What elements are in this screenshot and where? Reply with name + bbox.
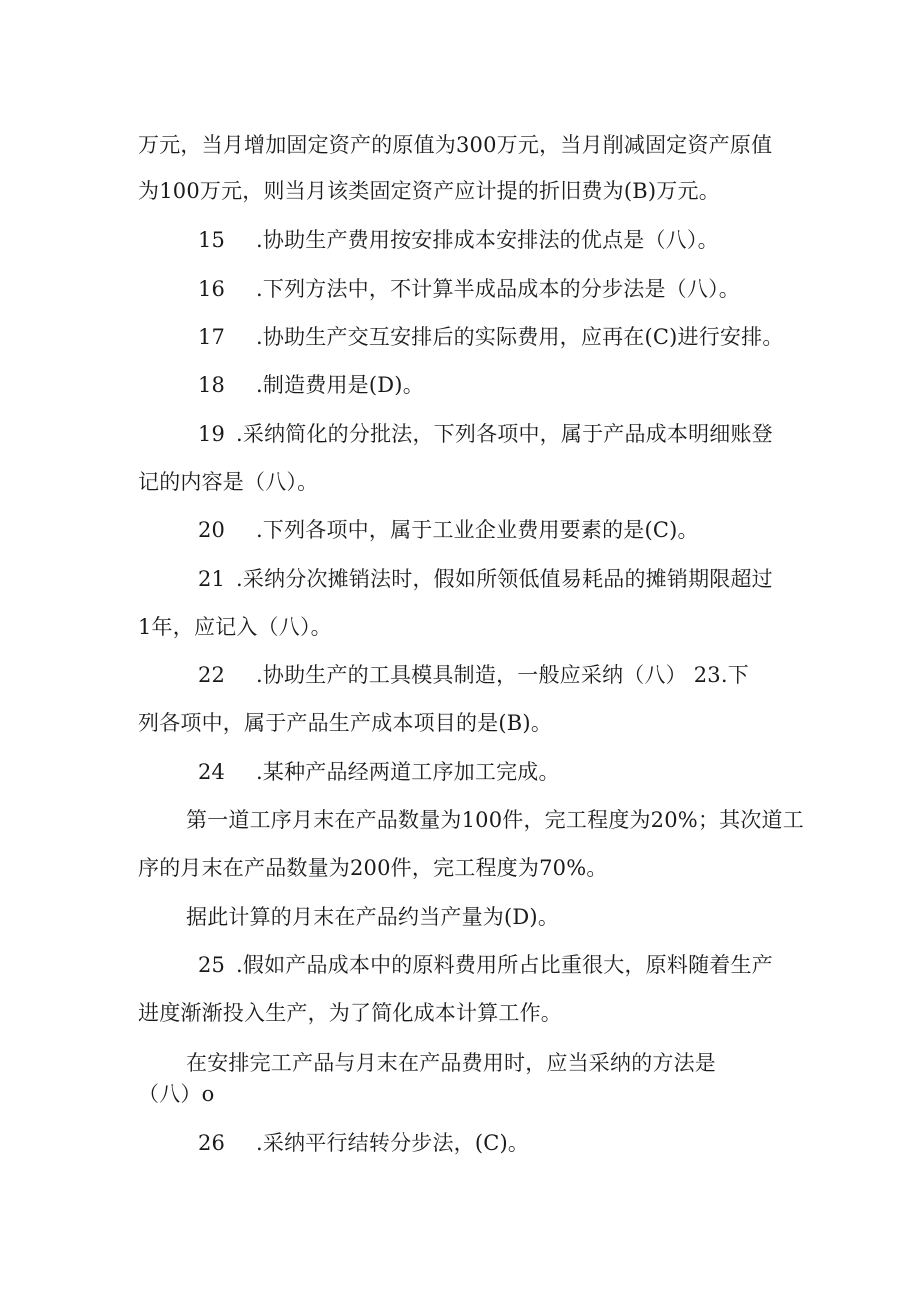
text-line <box>138 999 562 1027</box>
line-text: 为100万元，则当月该类固定资产应计提的折旧费为(B)万元。 <box>138 179 720 203</box>
question-text: .假如产品成本中的原料费用所占比重很大，原料随着生产 <box>236 953 773 977</box>
text-line <box>138 131 772 159</box>
question-number: 18 <box>198 373 226 397</box>
question-17 <box>198 323 784 351</box>
text-line <box>138 177 720 205</box>
line-text: 第一道工序月末在产品数量为100件，完工程度为20%；其次道工 <box>186 808 804 832</box>
text-line <box>186 903 559 931</box>
question-text: .某种产品经两道工序加工完成。 <box>256 760 560 784</box>
line-text: 在安排完工产品与月末在产品费用时，应当采纳的方法是 <box>186 1051 716 1075</box>
line-text: 列各项中，属于产品生产成本项目的是(B)。 <box>138 711 553 735</box>
text-line <box>138 709 552 737</box>
line-text: 万元，当月增加固定资产的原值为300万元，当月削减固定资产原值 <box>138 133 773 157</box>
question-number: 16 <box>198 277 226 301</box>
question-number: 15 <box>198 228 226 252</box>
question-text: .采纳简化的分批法，下列各项中，属于产品成本明细账登 <box>236 422 773 446</box>
line-text: （八）o <box>138 1082 215 1106</box>
question-number: 24 <box>198 760 226 784</box>
question-15 <box>198 226 719 254</box>
question-number: 17 <box>198 325 226 349</box>
line-text: 据此计算的月末在产品约当产量为(D)。 <box>186 905 560 929</box>
text-line <box>138 1080 214 1108</box>
text-line <box>186 806 804 834</box>
question-number: 25 <box>198 953 226 977</box>
question-text: .制造费用是(D)。 <box>256 373 424 397</box>
line-text: 记的内容是（八）。 <box>138 470 319 494</box>
question-number: 19 <box>198 422 226 446</box>
question-18 <box>198 371 424 399</box>
question-text: .采纳平行结转分步法，(C)。 <box>256 1131 530 1155</box>
question-number: 26 <box>198 1131 226 1155</box>
question-number: 21 <box>198 567 226 591</box>
question-text: .下列方法中，不计算半成品成本的分步法是（八）。 <box>256 277 740 301</box>
question-20 <box>198 516 699 544</box>
question-16 <box>198 275 740 303</box>
question-26 <box>198 1129 529 1157</box>
question-text: .协助生产交互安排后的实际费用，应再在(C)进行安排。 <box>256 325 784 349</box>
line-text: 1年，应记入（八）。 <box>138 615 332 639</box>
question-21 <box>198 565 773 593</box>
question-19 <box>198 420 773 448</box>
question-number: 20 <box>198 518 226 542</box>
text-line <box>138 613 332 641</box>
line-text: 序的月末在产品数量为200件，完工程度为70%。 <box>138 856 608 880</box>
text-line <box>138 468 318 496</box>
question-text: .协助生产费用按安排成本安排法的优点是（八）。 <box>256 228 719 252</box>
question-24 <box>198 758 560 786</box>
text-line <box>186 1049 716 1077</box>
question-text: .协助生产的工具模具制造，一般应采纳（八） 23.下 <box>256 663 749 687</box>
text-line <box>138 854 608 882</box>
question-text: .采纳分次摊销法时，假如所领低值易耗品的摊销期限超过 <box>236 567 773 591</box>
line-text: 进度渐渐投入生产，为了简化成本计算工作。 <box>138 1001 562 1025</box>
question-25 <box>198 951 773 979</box>
question-number: 22 <box>198 663 226 687</box>
question-text: .下列各项中，属于工业企业费用要素的是(C)。 <box>256 518 699 542</box>
question-22 <box>198 661 749 689</box>
